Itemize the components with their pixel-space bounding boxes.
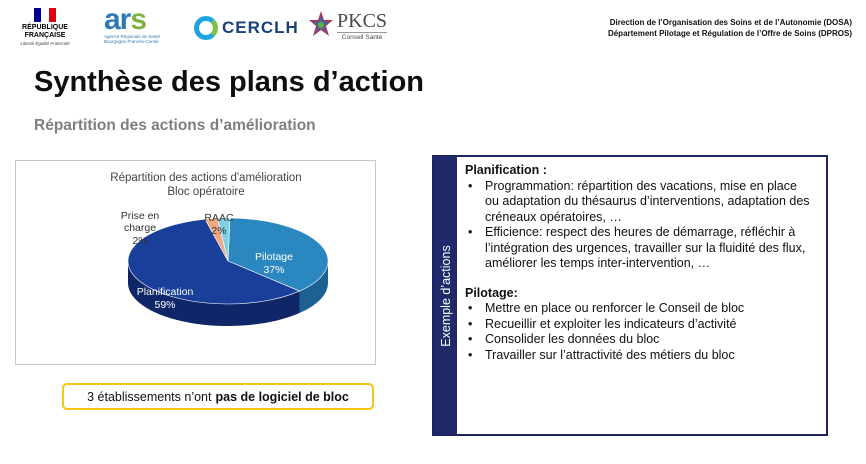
planification-title: Planification : bbox=[465, 163, 547, 177]
planification-list bbox=[465, 179, 814, 272]
pkcs-logo-subtitle: Conseil Santé bbox=[337, 32, 387, 41]
dpros-line: Département Pilotage et Régulation de l’Offre de Soins (DPROS) bbox=[607, 29, 852, 38]
pkcs-logo bbox=[308, 10, 387, 46]
rf-name-line-2: FRANÇAISE bbox=[24, 32, 66, 39]
label-raac-name: RAAC bbox=[204, 212, 234, 224]
pkcs-logo-word: PKCS bbox=[337, 10, 388, 32]
label-planification-name: Planification bbox=[136, 286, 194, 298]
slide-subtitle: Répartition des actions d’amélioration bbox=[34, 117, 316, 134]
list-item: • Recueillir et exploiter les indicateurs d’activité bbox=[465, 317, 814, 333]
label-prise-en-charge-value: 2% bbox=[132, 235, 148, 247]
planification-section bbox=[465, 163, 814, 272]
dosa-line: Direction de l’Organisation des Soins et de l’Autonomie (DOSA) bbox=[609, 18, 852, 27]
actions-panel bbox=[432, 155, 828, 436]
actions-side-bar bbox=[434, 157, 457, 434]
republique-francaise-logo bbox=[14, 8, 76, 46]
software-note bbox=[62, 383, 374, 410]
pilotage-section bbox=[465, 286, 814, 364]
slide-title: Synthèse des plans d’action bbox=[34, 66, 424, 98]
rf-motto: Liberté Égalité Fraternité bbox=[20, 41, 70, 46]
label-planification-value: 59% bbox=[154, 299, 176, 311]
note-emphasis: pas de logiciel de bloc bbox=[215, 389, 349, 404]
pilotage-title: Pilotage: bbox=[465, 285, 518, 300]
chart-subtitle: Bloc opératoire bbox=[167, 186, 245, 198]
cerclh-logo bbox=[194, 14, 299, 42]
ars-logo-subtitle: Agence Régionale de Santé Bourgogne-Franche-Comté bbox=[104, 34, 161, 44]
list-item: • Mettre en place ou renforcer le Conseil de bloc bbox=[465, 301, 814, 317]
label-prise-en-charge-name-2: charge bbox=[123, 222, 157, 234]
pie-chart bbox=[16, 161, 375, 364]
actions-body bbox=[457, 157, 826, 434]
list-item: • Programmation: répartition des vacations, mise en place ou adaptation du thésaurus d’interventions, adaptation des créneaux opératoires, … bbox=[465, 179, 814, 226]
list-item: • Efficience: respect des heures de démarrage, réfléchir à l’intégration des urgences, travailler sur la fluidité des flux, améliorer les temps inter-intervention, … bbox=[465, 225, 814, 272]
department-header bbox=[608, 17, 852, 39]
pkcs-star-icon bbox=[308, 10, 334, 40]
ars-logo-word: ars bbox=[104, 3, 147, 36]
label-pilotage-value: 37% bbox=[263, 264, 285, 276]
list-item: • Travailler sur l’attractivité des métiers du bloc bbox=[465, 348, 814, 364]
label-raac-value: 2% bbox=[211, 225, 227, 237]
french-flag-icon bbox=[34, 8, 56, 22]
pilotage-list bbox=[465, 301, 814, 363]
cerclh-mark-icon bbox=[194, 16, 218, 40]
label-prise-en-charge-name-1: Prise en bbox=[120, 210, 160, 222]
label-pilotage-name: Pilotage bbox=[255, 251, 293, 263]
cerclh-logo-word: CERCLH bbox=[222, 18, 299, 37]
list-item: • Consolider les données du bloc bbox=[465, 332, 814, 348]
rf-name-line-1: RÉPUBLIQUE bbox=[22, 24, 68, 31]
logo-bar bbox=[8, 3, 408, 50]
ars-logo bbox=[104, 3, 166, 44]
chart-title: Répartition des actions d'amélioration bbox=[110, 172, 302, 184]
actions-side-label: Exemple d’actions bbox=[438, 244, 453, 347]
pie-chart-panel bbox=[15, 160, 376, 365]
note-prefix: 3 établissements n’ont bbox=[87, 389, 212, 404]
